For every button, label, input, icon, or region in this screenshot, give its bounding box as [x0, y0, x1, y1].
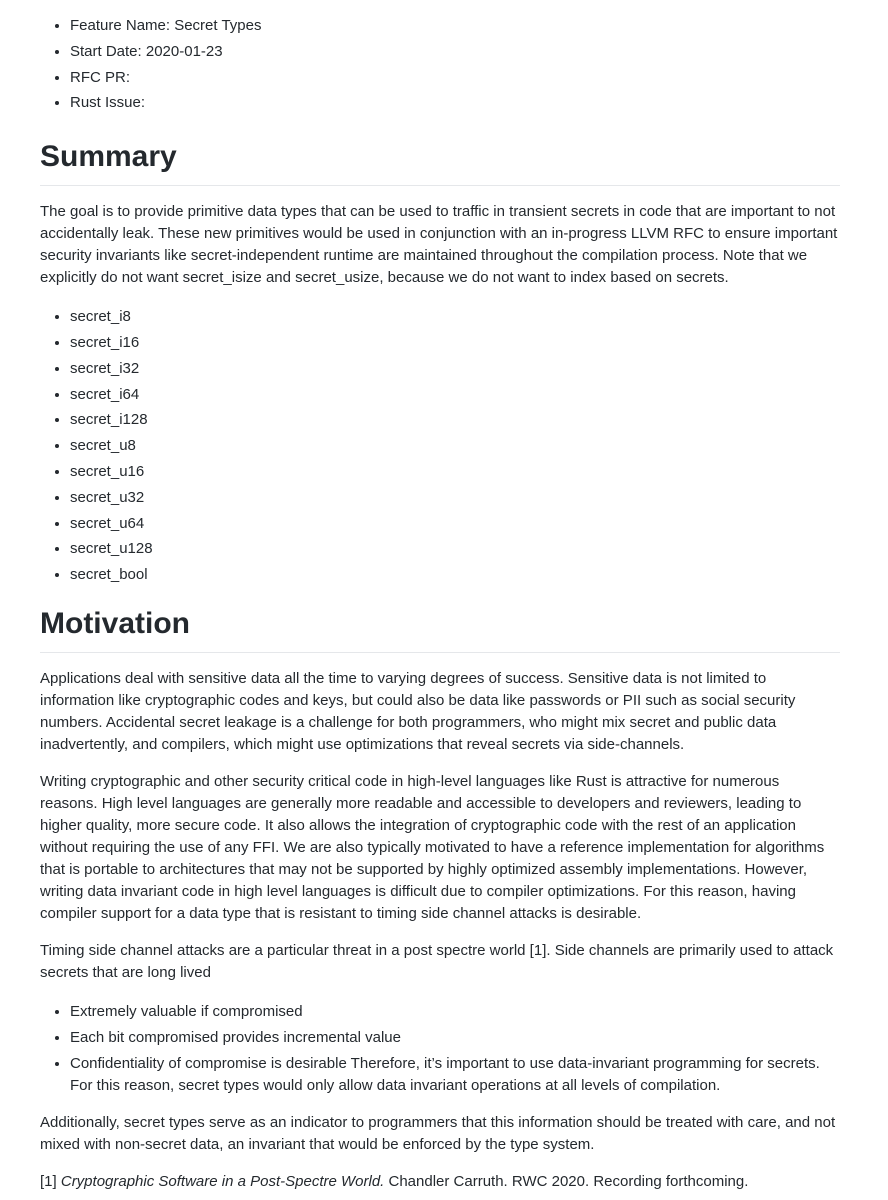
motivation-paragraph-1: Applications deal with sensitive data all the time to varying degrees of success. Sensitive data is not limited to information like cryptographic codes and keys, but could also be data like passwords or PII such as social security numbers. Accidental secret leakage is a challenge for both programmers, who might mix secret and public data inadvertently, and compilers, which might use optimizations that reveal secrets via side-channels. [40, 669, 796, 753]
motivation-heading: Motivation [40, 606, 840, 653]
list-item: • Confidentiality of compromise is desirable Therefore, it’s important to use data-invariant programming for secrets. For this reason, secret types would only allow data invariant operations at all levels of compilation. [70, 1051, 840, 1097]
motivation-paragraph-2: Writing cryptographic and other security critical code in high-level languages like Rust is attractive for numerous reasons. High level languages are generally more readable and accessible to developers and reviewers, leading to higher quality, more secure code. It also allows the integration of cryptographic code with the rest of an application without requiring the use of any FFI. We are also typically motivated to have a reference implementation for algorithms that is portable to architectures that may not be supported by highly optimized assembly implementations. However, writing data invariant code in high level languages is difficult due to compiler optimizations. For this reason, having compiler support for a data type that is resistant to timing side channel attacks is desirable. [40, 772, 825, 922]
footnote-title: Cryptographic Software in a Post-Spectre World. [60, 1172, 385, 1190]
meta-feature-name: • Feature Name: Secret Types [70, 13, 840, 39]
list-item: • secret_i8 [70, 304, 840, 330]
summary-heading: Summary [40, 139, 840, 186]
list-item: • secret_u128 [70, 536, 840, 562]
list-item: • secret_u8 [70, 433, 840, 459]
footnote [40, 1171, 840, 1193]
list-item: • secret_bool [70, 562, 840, 588]
motivation-paragraph-4: Additionally, secret types serve as an indicator to programmers that this information should be treated with care, and not mixed with non-secret data, an invariant that would be enforced by the type system. [40, 1113, 836, 1153]
list-item: • secret_i64 [70, 382, 840, 408]
list-item: • secret_i32 [70, 356, 840, 382]
list-item: • secret_i128 [70, 407, 840, 433]
motivation-paragraph-3: Timing side channel attacks are a particular threat in a post spectre world [1]. Side channels are primarily used to attack secrets that are long lived [40, 941, 834, 981]
meta-start-date: • Start Date: 2020-01-23 [70, 39, 840, 65]
footnote-citation: Chandler Carruth. RWC 2020. Recording forthcoming. [388, 1172, 749, 1190]
list-item: • Each bit compromised provides incremental value [70, 1025, 840, 1051]
list-item: • secret_u32 [70, 485, 840, 511]
secret-types-list [40, 304, 840, 588]
list-item: • secret_u16 [70, 459, 840, 485]
list-item: • secret_i16 [70, 330, 840, 356]
footnote-marker: [1] [40, 1172, 57, 1190]
meta-rfc-pr: • RFC PR: [70, 65, 840, 91]
summary-paragraph: The goal is to provide primitive data types that can be used to traffic in transient secrets in code that are important to not accidentally leak. These new primitives would be used in conjunction with an in-progress LLVM RFC to ensure important security invariants like secret-independent runtime are maintained throughout the compilation process. Note that we explicitly do not want secret_isize and secret_usize, because we do not want to index based on secrets. [40, 203, 838, 287]
secret-properties-list [40, 999, 840, 1097]
list-item: • Extremely valuable if compromised [70, 999, 840, 1025]
list-item: • secret_u64 [70, 511, 840, 537]
metadata-list [40, 0, 840, 116]
meta-rust-issue: • Rust Issue: [70, 90, 840, 116]
